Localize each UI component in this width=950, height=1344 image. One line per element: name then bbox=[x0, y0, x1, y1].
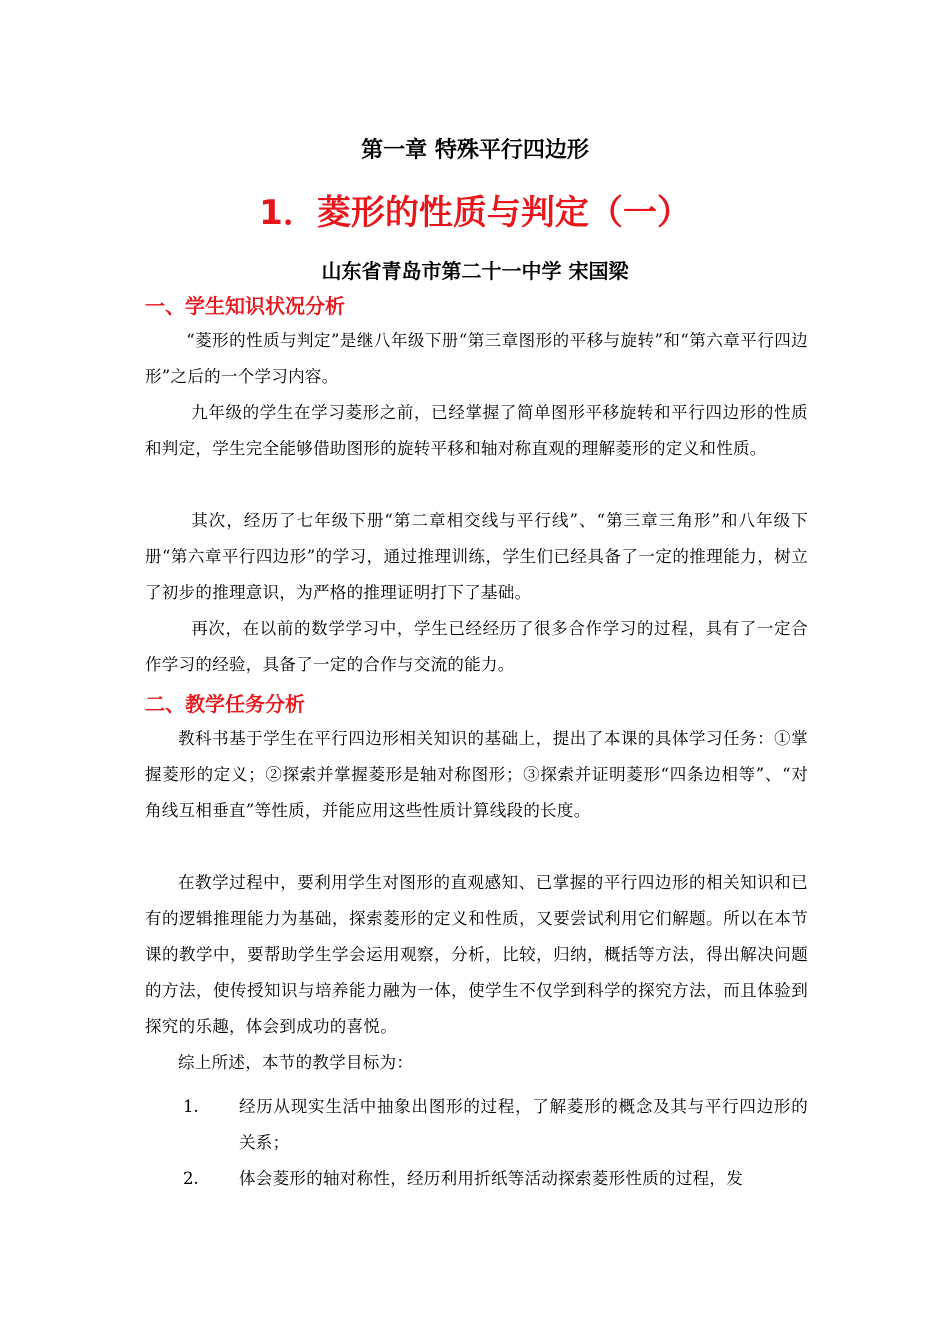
paragraph: 在教学过程中，要利用学生对图形的直观感知、已掌握的平行四边形的相关知识和已有的逻辑推理能力为基础，探索菱形的定义和性质，又要尝试利用它们解题。所以在本节课的教学中，要帮助学生学会运用观察，分析，比较，归纳，概括等方法，得出解决问题的方法，使传授知识与培养能力融为一体，使学生不仅学到科学的探究方法，而且体验到探究的乐趣，体会到成功的喜悦。 bbox=[145, 873, 808, 1036]
paragraph: 其次，经历了七年级下册“第二章相交线与平行线”、“第三章三角形”和八年级下册“第六章平行四边形”的学习，通过推理训练，学生们已经具备了一定的推理能力，树立了初步的推理意识，为严格的推理证明打下了基础。 bbox=[145, 511, 808, 602]
paragraph: 再次，在以前的数学学习中，学生已经经历了很多合作学习的过程，具有了一定合作学习的经验，具备了一定的合作与交流的能力。 bbox=[145, 619, 808, 674]
paragraph: 综上所述，本节的教学目标为： bbox=[178, 1053, 414, 1072]
section-heading-student-analysis: 一、学生知识状况分析 bbox=[145, 294, 345, 318]
list-text: 体会菱形的轴对称性，经历利用折纸等活动探索菱形性质的过程，发 bbox=[239, 1169, 743, 1188]
author-line: 山东省青岛市第二十一中学 宋国梁 bbox=[321, 259, 629, 283]
list-number: 2. bbox=[183, 1169, 199, 1188]
lesson-title: 1．菱形的性质与判定（一） bbox=[259, 193, 691, 233]
paragraph: “菱形的性质与判定”是继八年级下册“第三章图形的平移与旋转”和“第六章平行四边形”之后的一个学习内容。 bbox=[145, 331, 808, 386]
list-item bbox=[145, 1089, 808, 1161]
paragraph: 九年级的学生在学习菱形之前，已经掌握了简单图形平移旋转和平行四边形的性质和判定，学生完全能够借助图形的旋转平移和轴对称直观的理解菱形的定义和性质。 bbox=[145, 403, 808, 458]
list-number: 1. bbox=[183, 1097, 199, 1116]
section-heading-task-analysis: 二、教学任务分析 bbox=[145, 692, 305, 716]
paragraph: 教科书基于学生在平行四边形相关知识的基础上，提出了本课的具体学习任务：①掌握菱形的定义；②探索并掌握菱形是轴对称图形；③探索并证明菱形“四条边相等”、“对角线互相垂直”等性质，并能应用这些性质计算线段的长度。 bbox=[145, 729, 808, 820]
chapter-title: 第一章 特殊平行四边形 bbox=[361, 138, 589, 163]
list-text: 经历从现实生活中抽象出图形的过程，了解菱形的概念及其与平行四边形的关系； bbox=[239, 1097, 808, 1152]
list-item bbox=[145, 1161, 808, 1197]
